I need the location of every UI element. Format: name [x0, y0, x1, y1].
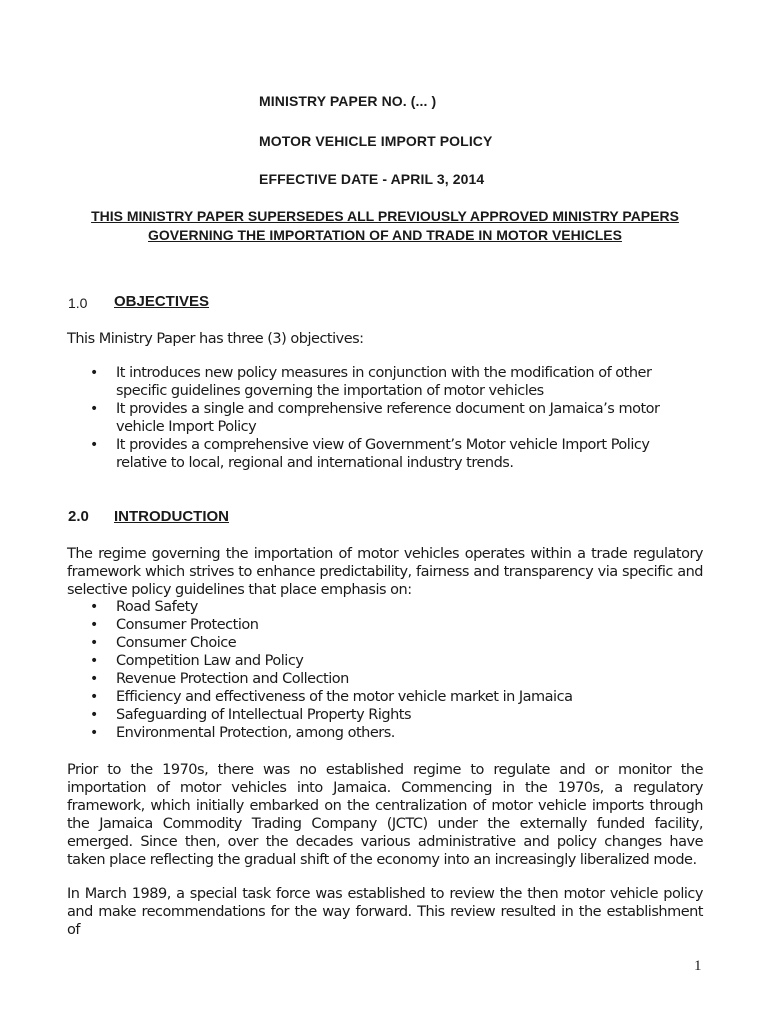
introduction-paragraph: The regime governing the importation of motor vehicles operates within a trade regulatory framework which strives to enhance predictability, fairness and transparency via specific and selective policy guidelines that place emphasis on:	[67, 546, 703, 598]
list-item: • Road Safety	[90, 598, 650, 616]
objectives-list	[90, 364, 702, 472]
section-objectives-heading	[0, 293, 770, 315]
policy-emphasis-list	[90, 598, 650, 742]
section-introduction-heading	[0, 508, 770, 530]
list-item: • Safeguarding of Intellectual Property Rights	[90, 706, 650, 724]
list-item: • Consumer Choice	[90, 634, 650, 652]
list-item: • Competition Law and Policy	[90, 652, 650, 670]
list-item: • It provides a single and comprehensive reference document on Jamaica’s motor vehicle Import Policy	[90, 400, 702, 436]
section-title: INTRODUCTION	[114, 508, 229, 525]
list-item: • Revenue Protection and Collection	[90, 670, 650, 688]
section-title: OBJECTIVES	[114, 293, 210, 310]
list-item: • It provides a comprehensive view of Government’s Motor vehicle Import Policy relative to local, regional and international industry trends.	[90, 436, 702, 472]
ministry-paper-number: MINISTRY PAPER NO. (... )	[259, 93, 437, 109]
task-force-paragraph: In March 1989, a special task force was established to review the then motor vehicle policy and make recommendations for the way forward. This review resulted in the establishment of	[67, 886, 703, 938]
page-number: 1	[694, 958, 702, 974]
list-item: • Consumer Protection	[90, 616, 650, 634]
effective-date: EFFECTIVE DATE - APRIL 3, 2014	[259, 171, 485, 187]
document-title: MOTOR VEHICLE IMPORT POLICY	[259, 133, 493, 149]
list-item: • Efficiency and effectiveness of the motor vehicle market in Jamaica	[90, 688, 650, 706]
objectives-intro: This Ministry Paper has three (3) objectives:	[67, 331, 364, 347]
history-paragraph: Prior to the 1970s, there was no established regime to regulate and or monitor the importation of motor vehicles into Jamaica. Commencing in the 1970s, a regulatory framework, which initially embarked on the centralization of motor vehicle imports through the Jamaica Commodity Trading Company (JCTC) under the externally funded facility, emerged. Since then, over the decades various administrative and policy changes have taken place reflecting the gradual shift of the economy into an increasingly liberalized mode.	[67, 762, 703, 868]
section-number: 2.0	[68, 508, 89, 525]
list-item: • It introduces new policy measures in conjunction with the modification of other specific guidelines governing the importation of motor vehicles	[90, 364, 702, 400]
section-number: 1.0	[68, 295, 88, 311]
supersedes-notice: THIS MINISTRY PAPER SUPERSEDES ALL PREVIOUSLY APPROVED MINISTRY PAPERS GOVERNING THE IMPORTATION OF AND TRADE IN MOTOR VEHICLES	[91, 208, 679, 243]
list-item: • Environmental Protection, among others.	[90, 724, 650, 742]
